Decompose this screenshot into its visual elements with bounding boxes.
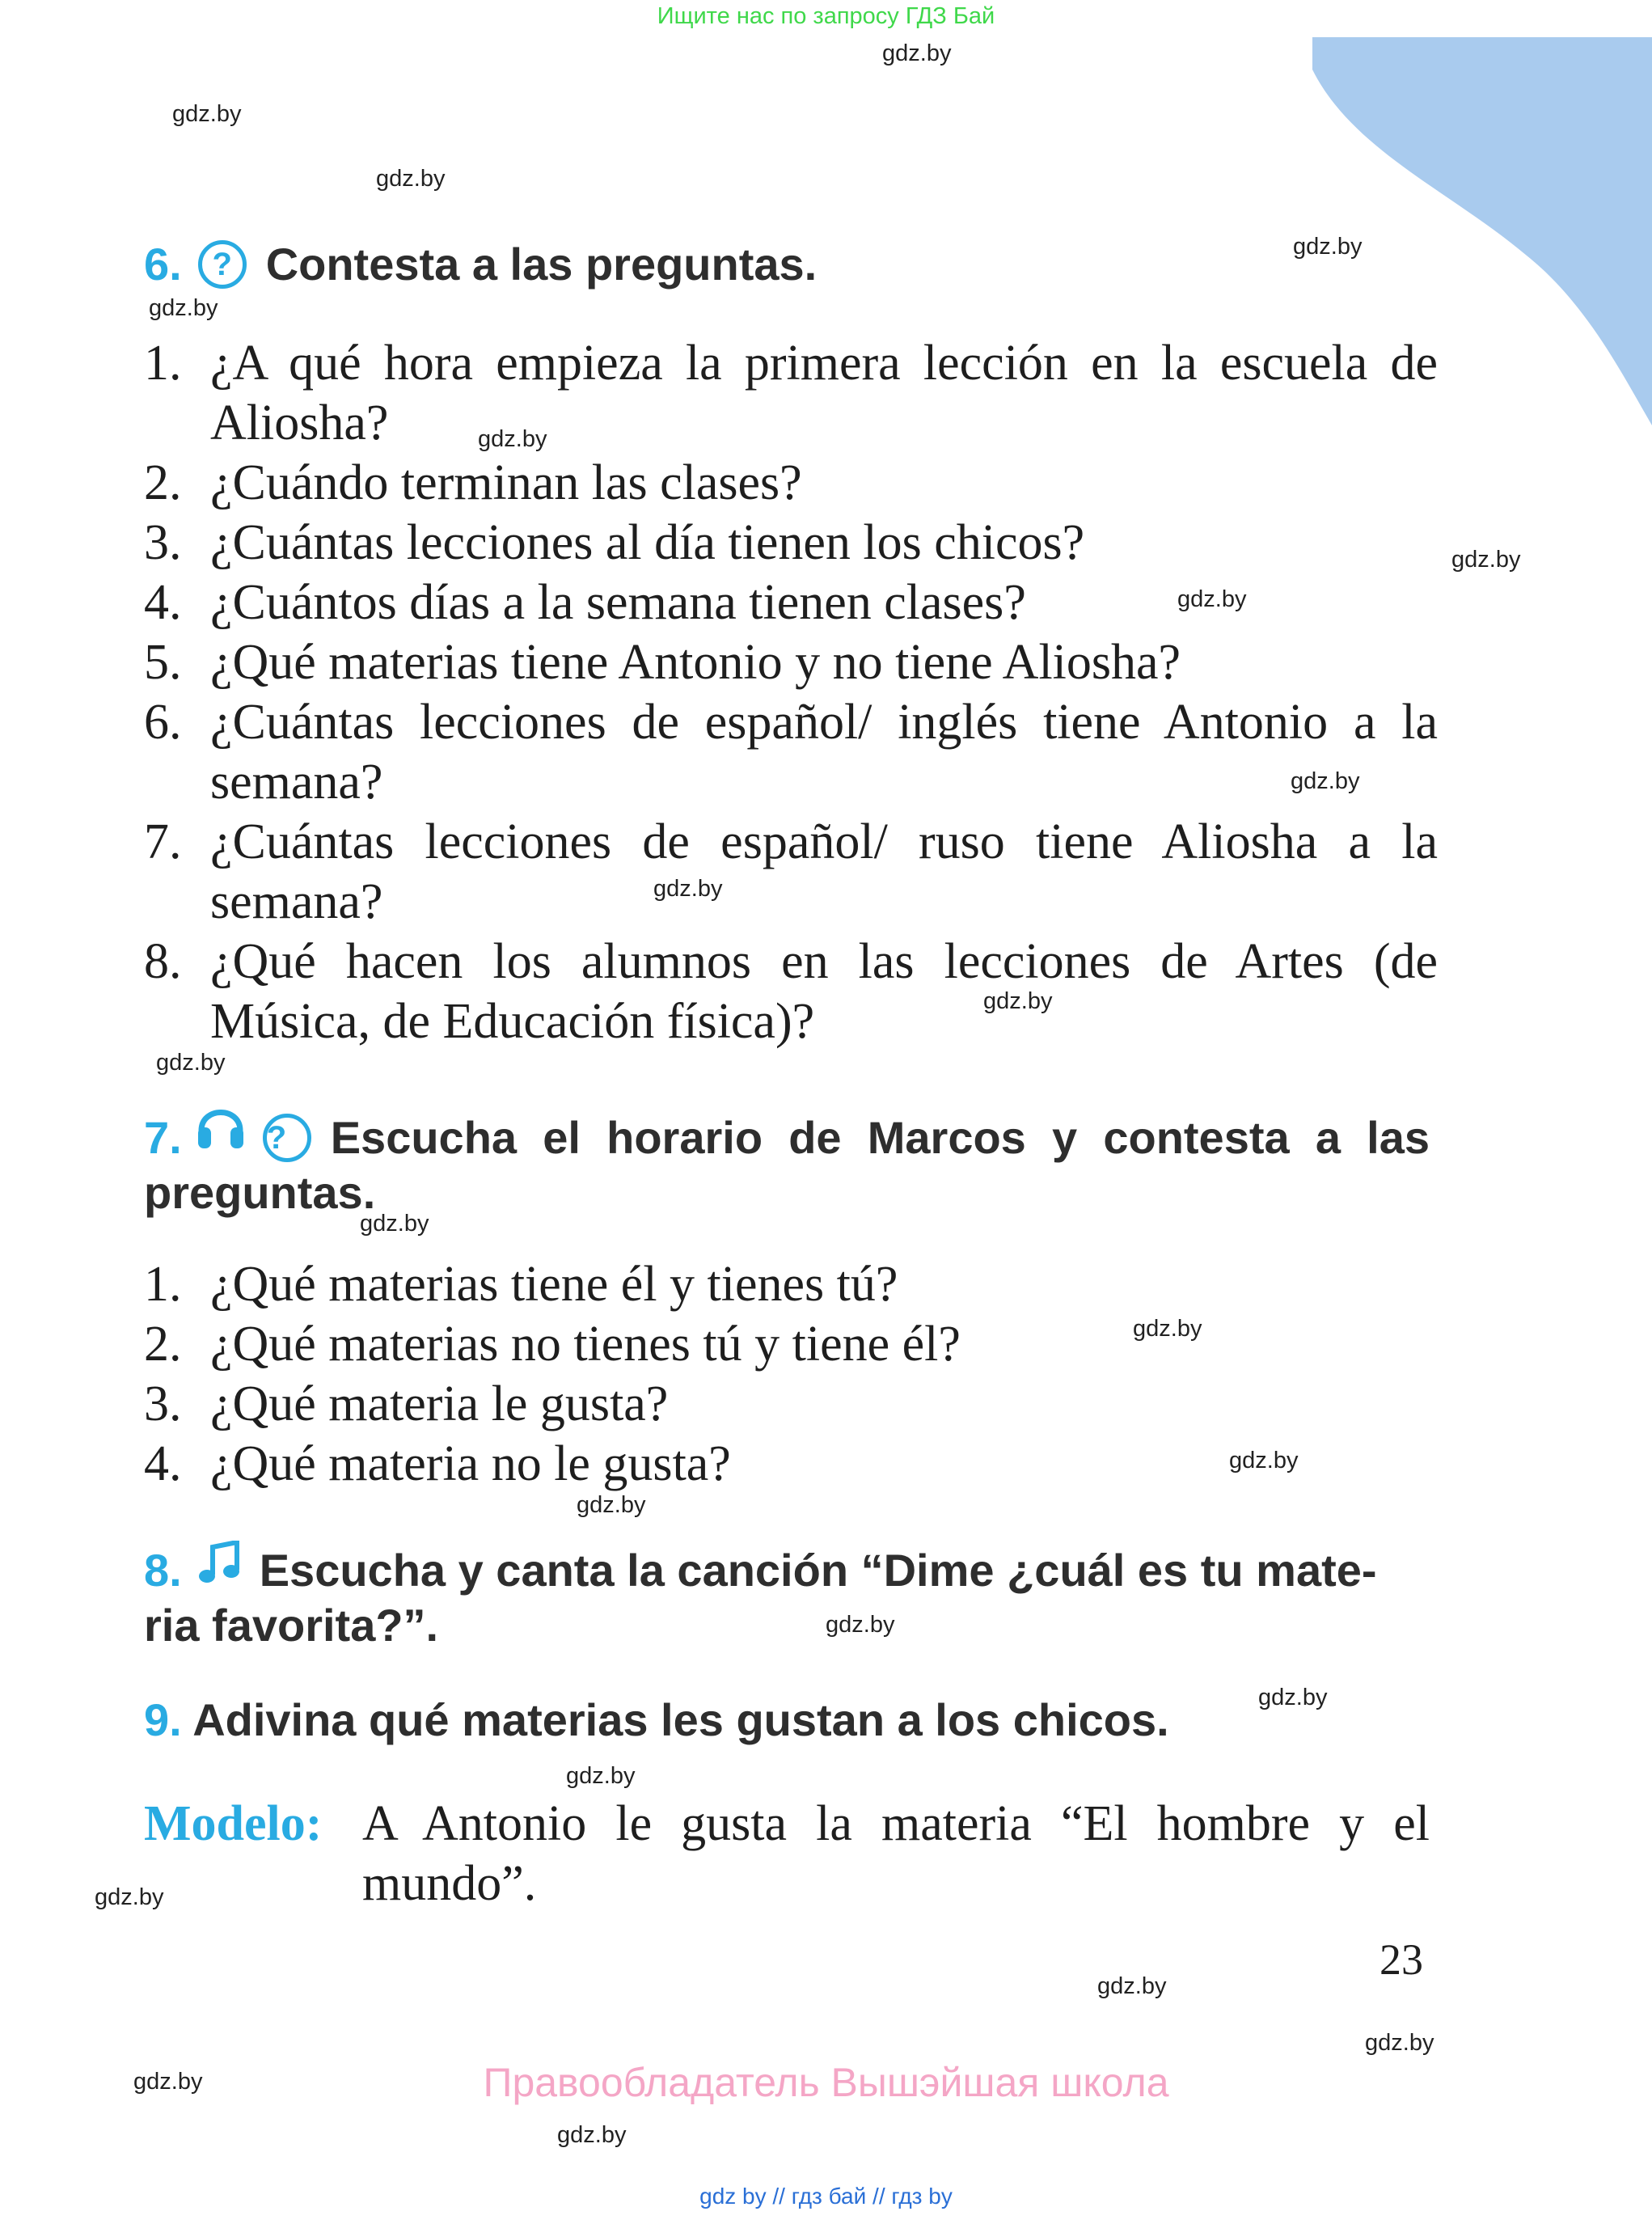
list-item: 4. ¿Cuántos días a la semana tienen clases?	[144, 575, 1026, 630]
watermark: gdz.by	[1097, 1973, 1167, 1999]
watermark: gdz.by	[133, 2069, 203, 2095]
exercise-title: Escucha y canta la canción “Dime ¿cuál es tu mate-	[259, 1545, 1377, 1596]
watermark: gdz.by	[1258, 1685, 1328, 1710]
watermark: gdz.by	[557, 2122, 627, 2148]
watermark: gdz.by	[478, 426, 547, 452]
watermark: gdz.by	[95, 1884, 164, 1910]
exercise-number: 7.	[144, 1112, 182, 1163]
exercise-number: 8.	[144, 1545, 182, 1596]
list-item: 7. ¿Cuántas lecciones de español/ ruso tiene Aliosha a la semana?	[144, 814, 1438, 929]
watermark: gdz.by	[156, 1050, 226, 1076]
list-item: 4. ¿Qué materia no le gusta?	[144, 1436, 731, 1491]
watermark: gdz.by	[983, 988, 1053, 1014]
watermark: gdz.by	[1291, 768, 1360, 794]
top-search-note[interactable]: Ищите нас по запросу ГДЗ Бай	[657, 3, 995, 29]
list-item: 3. ¿Cuántas lecciones al día tienen los chicos?	[144, 515, 1085, 570]
list-item: 1. ¿A qué hora empieza la primera lección en la escuela de Aliosha?	[144, 336, 1438, 450]
watermark: gdz.by	[360, 1211, 429, 1237]
watermark: gdz.by	[1177, 586, 1247, 612]
exercise-title-continued: ria favorita?”.	[144, 1600, 439, 1651]
watermark: gdz.by	[172, 101, 242, 127]
watermark: gdz.by	[149, 295, 218, 321]
exercise-number: 9.	[144, 1694, 182, 1745]
list-item: 6. ¿Cuántas lecciones de español/ inglés tiene Antonio a la semana?	[144, 695, 1438, 810]
exercise-title: Escucha el horario de Marcos y contesta a las preguntas.	[144, 1112, 1430, 1218]
watermark: gdz.by	[1229, 1448, 1299, 1474]
list-item: 3. ¿Qué materia le gusta?	[144, 1376, 669, 1431]
exercise-7-questions	[144, 1254, 1438, 1494]
list-item: 5. ¿Qué materias tiene Antonio y no tiene Aliosha?	[144, 635, 1181, 690]
watermark: gdz.by	[1293, 234, 1363, 260]
exercise-6-heading	[144, 236, 817, 293]
list-item: 1. ¿Qué materias tiene él y tienes tú?	[144, 1257, 898, 1312]
watermark: gdz.by	[376, 166, 446, 192]
watermark: gdz.by	[577, 1492, 646, 1518]
headphones-icon	[195, 1098, 247, 1164]
exercise-9-heading	[144, 1692, 1169, 1748]
watermark: gdz.by	[1133, 1316, 1202, 1342]
exercise-title: Adivina qué materias les gustan a los chicos.	[192, 1694, 1169, 1745]
watermark: gdz.by	[1365, 2030, 1434, 2056]
model-text: A Antonio le gusta la materia “El hombre y el mundo”.	[362, 1796, 1430, 1911]
exercise-number: 6.	[144, 239, 182, 290]
watermark: gdz.by	[1451, 547, 1521, 573]
watermark: gdz.by	[653, 876, 723, 902]
music-note-icon	[196, 1541, 242, 1598]
question-icon: ?	[198, 240, 247, 289]
footer-links[interactable]: gdz by // гдз бай // гдз by	[699, 2184, 953, 2209]
question-icon: ?	[263, 1114, 311, 1162]
watermark: gdz.by	[826, 1612, 895, 1638]
model-label: Modelo:	[144, 1796, 323, 1851]
list-item: 8. ¿Qué hacen los alumnos en las lecciones de Artes (de Música, de Educación física)?	[144, 934, 1438, 1049]
exercise-8-heading	[144, 1541, 1377, 1653]
exercise-6-questions	[144, 333, 1438, 1051]
exercise-7-heading	[144, 1098, 1430, 1220]
watermark: gdz.by	[566, 1763, 636, 1789]
exercise-title: Contesta a las preguntas.	[265, 239, 818, 290]
rights-holder: Правообладатель Вышэйшая школа	[483, 2060, 1169, 2105]
list-item: 2. ¿Cuándo terminan las clases?	[144, 455, 802, 510]
watermark: gdz.by	[882, 40, 952, 66]
page-number: 23	[1379, 1935, 1423, 1984]
list-item: 2. ¿Qué materias no tienes tú y tiene él?	[144, 1317, 961, 1372]
